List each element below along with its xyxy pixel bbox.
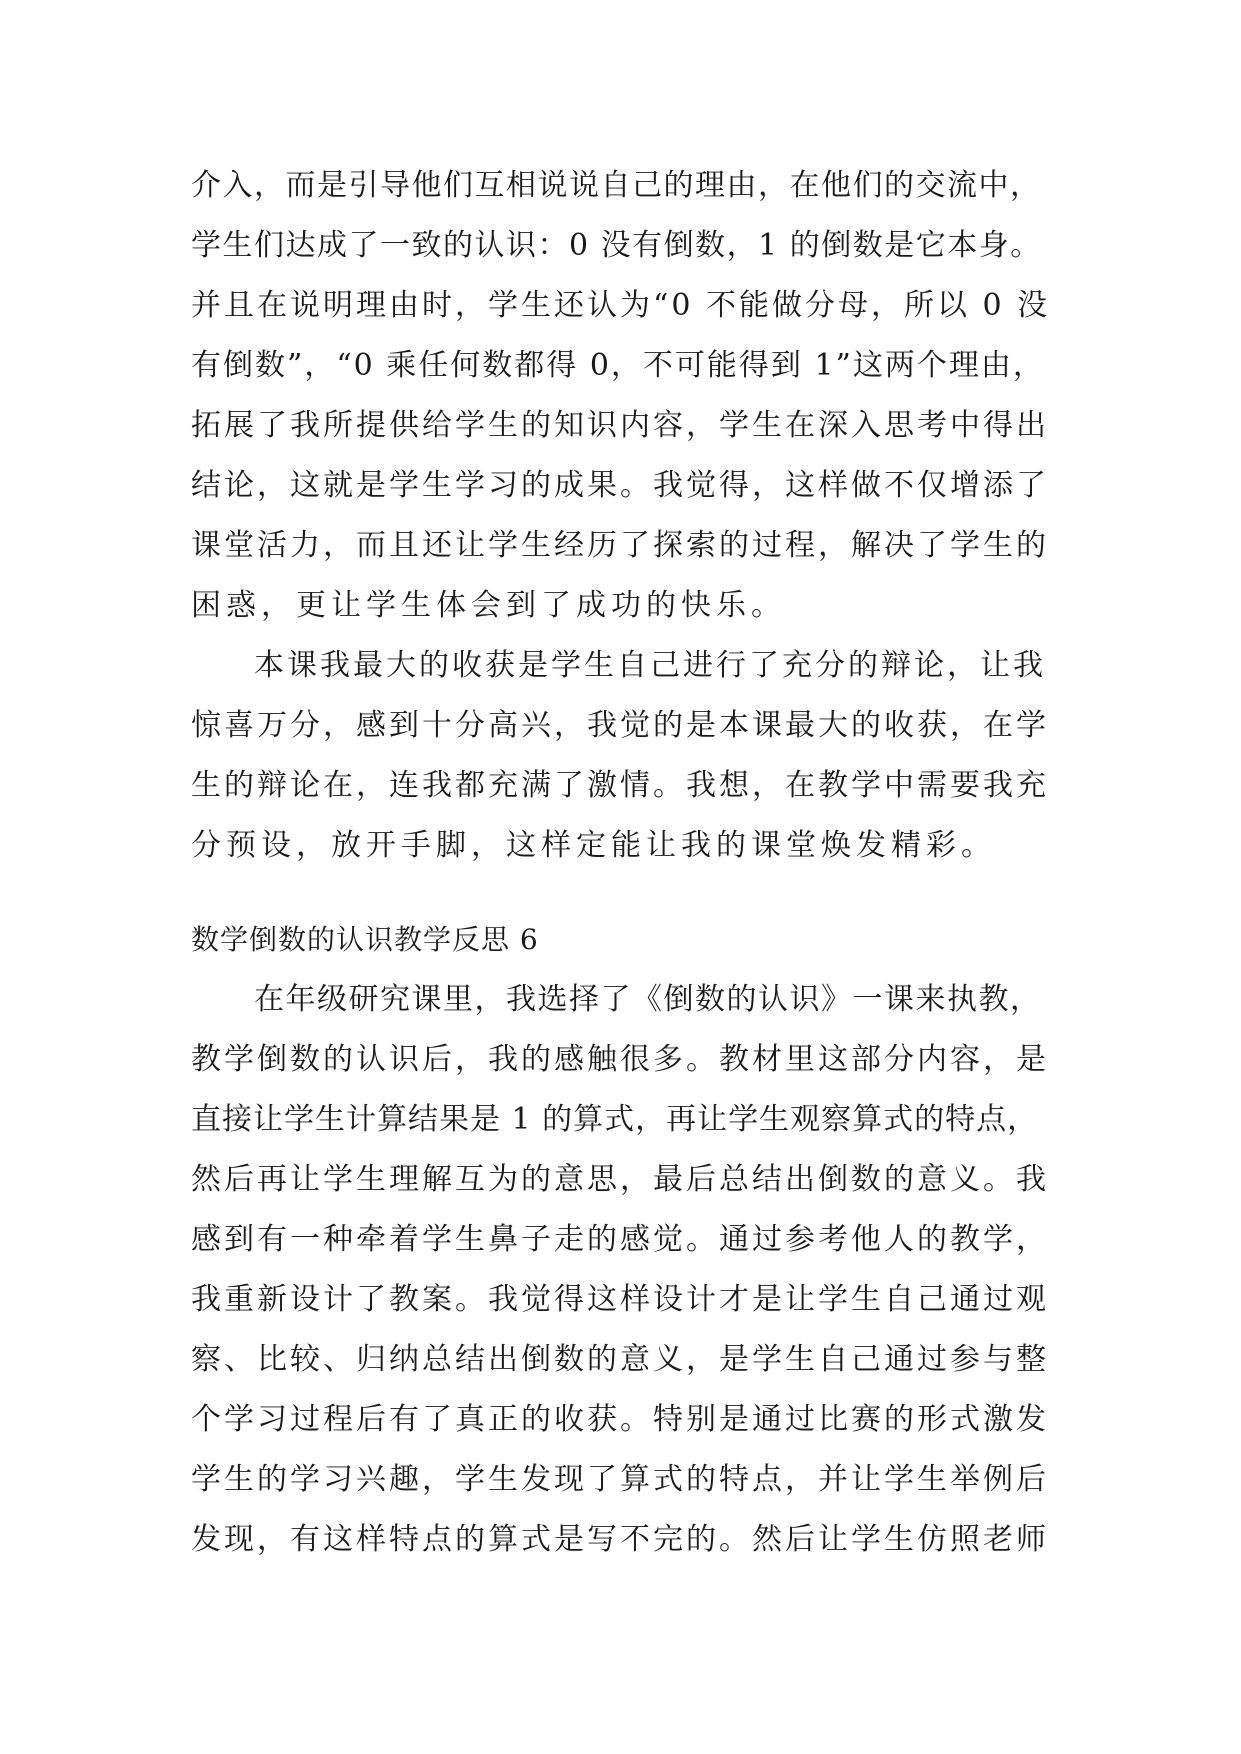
paragraph-1-line-6: 结论，这就是学生学习的成果。我觉得，这样做不仅增添了 bbox=[191, 468, 1049, 503]
paragraph-1-line-5: 拓展了我所提供给学生的知识内容，学生在深入思考中得出 bbox=[191, 408, 1049, 443]
paragraph-3-line-4: 然后再让学生理解互为的意思，最后总结出倒数的意义。我 bbox=[191, 1162, 1049, 1197]
paragraph-3-line-8: 个学习过程后有了真正的收获。特别是通过比赛的形式激发 bbox=[191, 1402, 1049, 1437]
paragraph-1-line-7: 课堂活力，而且还让学生经历了探索的过程，解决了学生的 bbox=[191, 528, 1049, 563]
paragraph-2-line-3: 生的辩论在，连我都充满了激情。我想，在教学中需要我充 bbox=[191, 768, 1049, 803]
paragraph-1-line-8: 困惑，更让学生体会到了成功的快乐。 bbox=[191, 588, 786, 623]
section-title: 数学倒数的认识教学反思 6 bbox=[191, 923, 539, 956]
paragraph-3-line-5: 感到有一种牵着学生鼻子走的感觉。通过参考他人的教学， bbox=[191, 1222, 1049, 1257]
paragraph-3-line-2: 教学倒数的认识后，我的感触很多。教材里这部分内容，是 bbox=[191, 1042, 1049, 1077]
paragraph-2-line-1: 本课我最大的收获是学生自己进行了充分的辩论，让我 bbox=[254, 648, 1046, 683]
paragraph-3-line-9: 学生的学习兴趣，学生发现了算式的特点，并让学生举例后 bbox=[191, 1462, 1049, 1497]
paragraph-1-line-4: 有倒数”，“0 乘任何数都得 0，不可能得到 1”这两个理由， bbox=[191, 348, 1045, 383]
paragraph-1-line-1: 介入，而是引导他们互相说说自己的理由，在他们的交流中， bbox=[191, 168, 1042, 203]
paragraph-3-line-7: 察、比较、归纳总结出倒数的意义，是学生自己通过参与整 bbox=[191, 1342, 1049, 1377]
paragraph-1-line-3: 并且在说明理由时，学生还认为“0 不能做分母，所以 0 没 bbox=[191, 288, 1051, 323]
paragraph-1-line-2: 学生们达成了一致的认识：0 没有倒数，1 的倒数是它本身。 bbox=[191, 228, 1042, 263]
paragraph-3-line-6: 我重新设计了教案。我觉得这样设计才是让学生自己通过观 bbox=[191, 1282, 1049, 1317]
paragraph-3-line-3: 直接让学生计算结果是 1 的算式，再让学生观察算式的特点， bbox=[191, 1102, 1039, 1137]
paragraph-2-line-4: 分预设，放开手脚，这样定能让我的课堂焕发精彩。 bbox=[191, 828, 996, 863]
paragraph-2-line-2: 惊喜万分，感到十分高兴，我觉的是本课最大的收获，在学 bbox=[191, 708, 1049, 743]
paragraph-3-line-10: 发现，有这样特点的算式是写不完的。然后让学生仿照老师 bbox=[191, 1522, 1049, 1557]
paragraph-3-line-1: 在年级研究课里，我选择了《倒数的认识》一课来执教， bbox=[254, 982, 1042, 1017]
